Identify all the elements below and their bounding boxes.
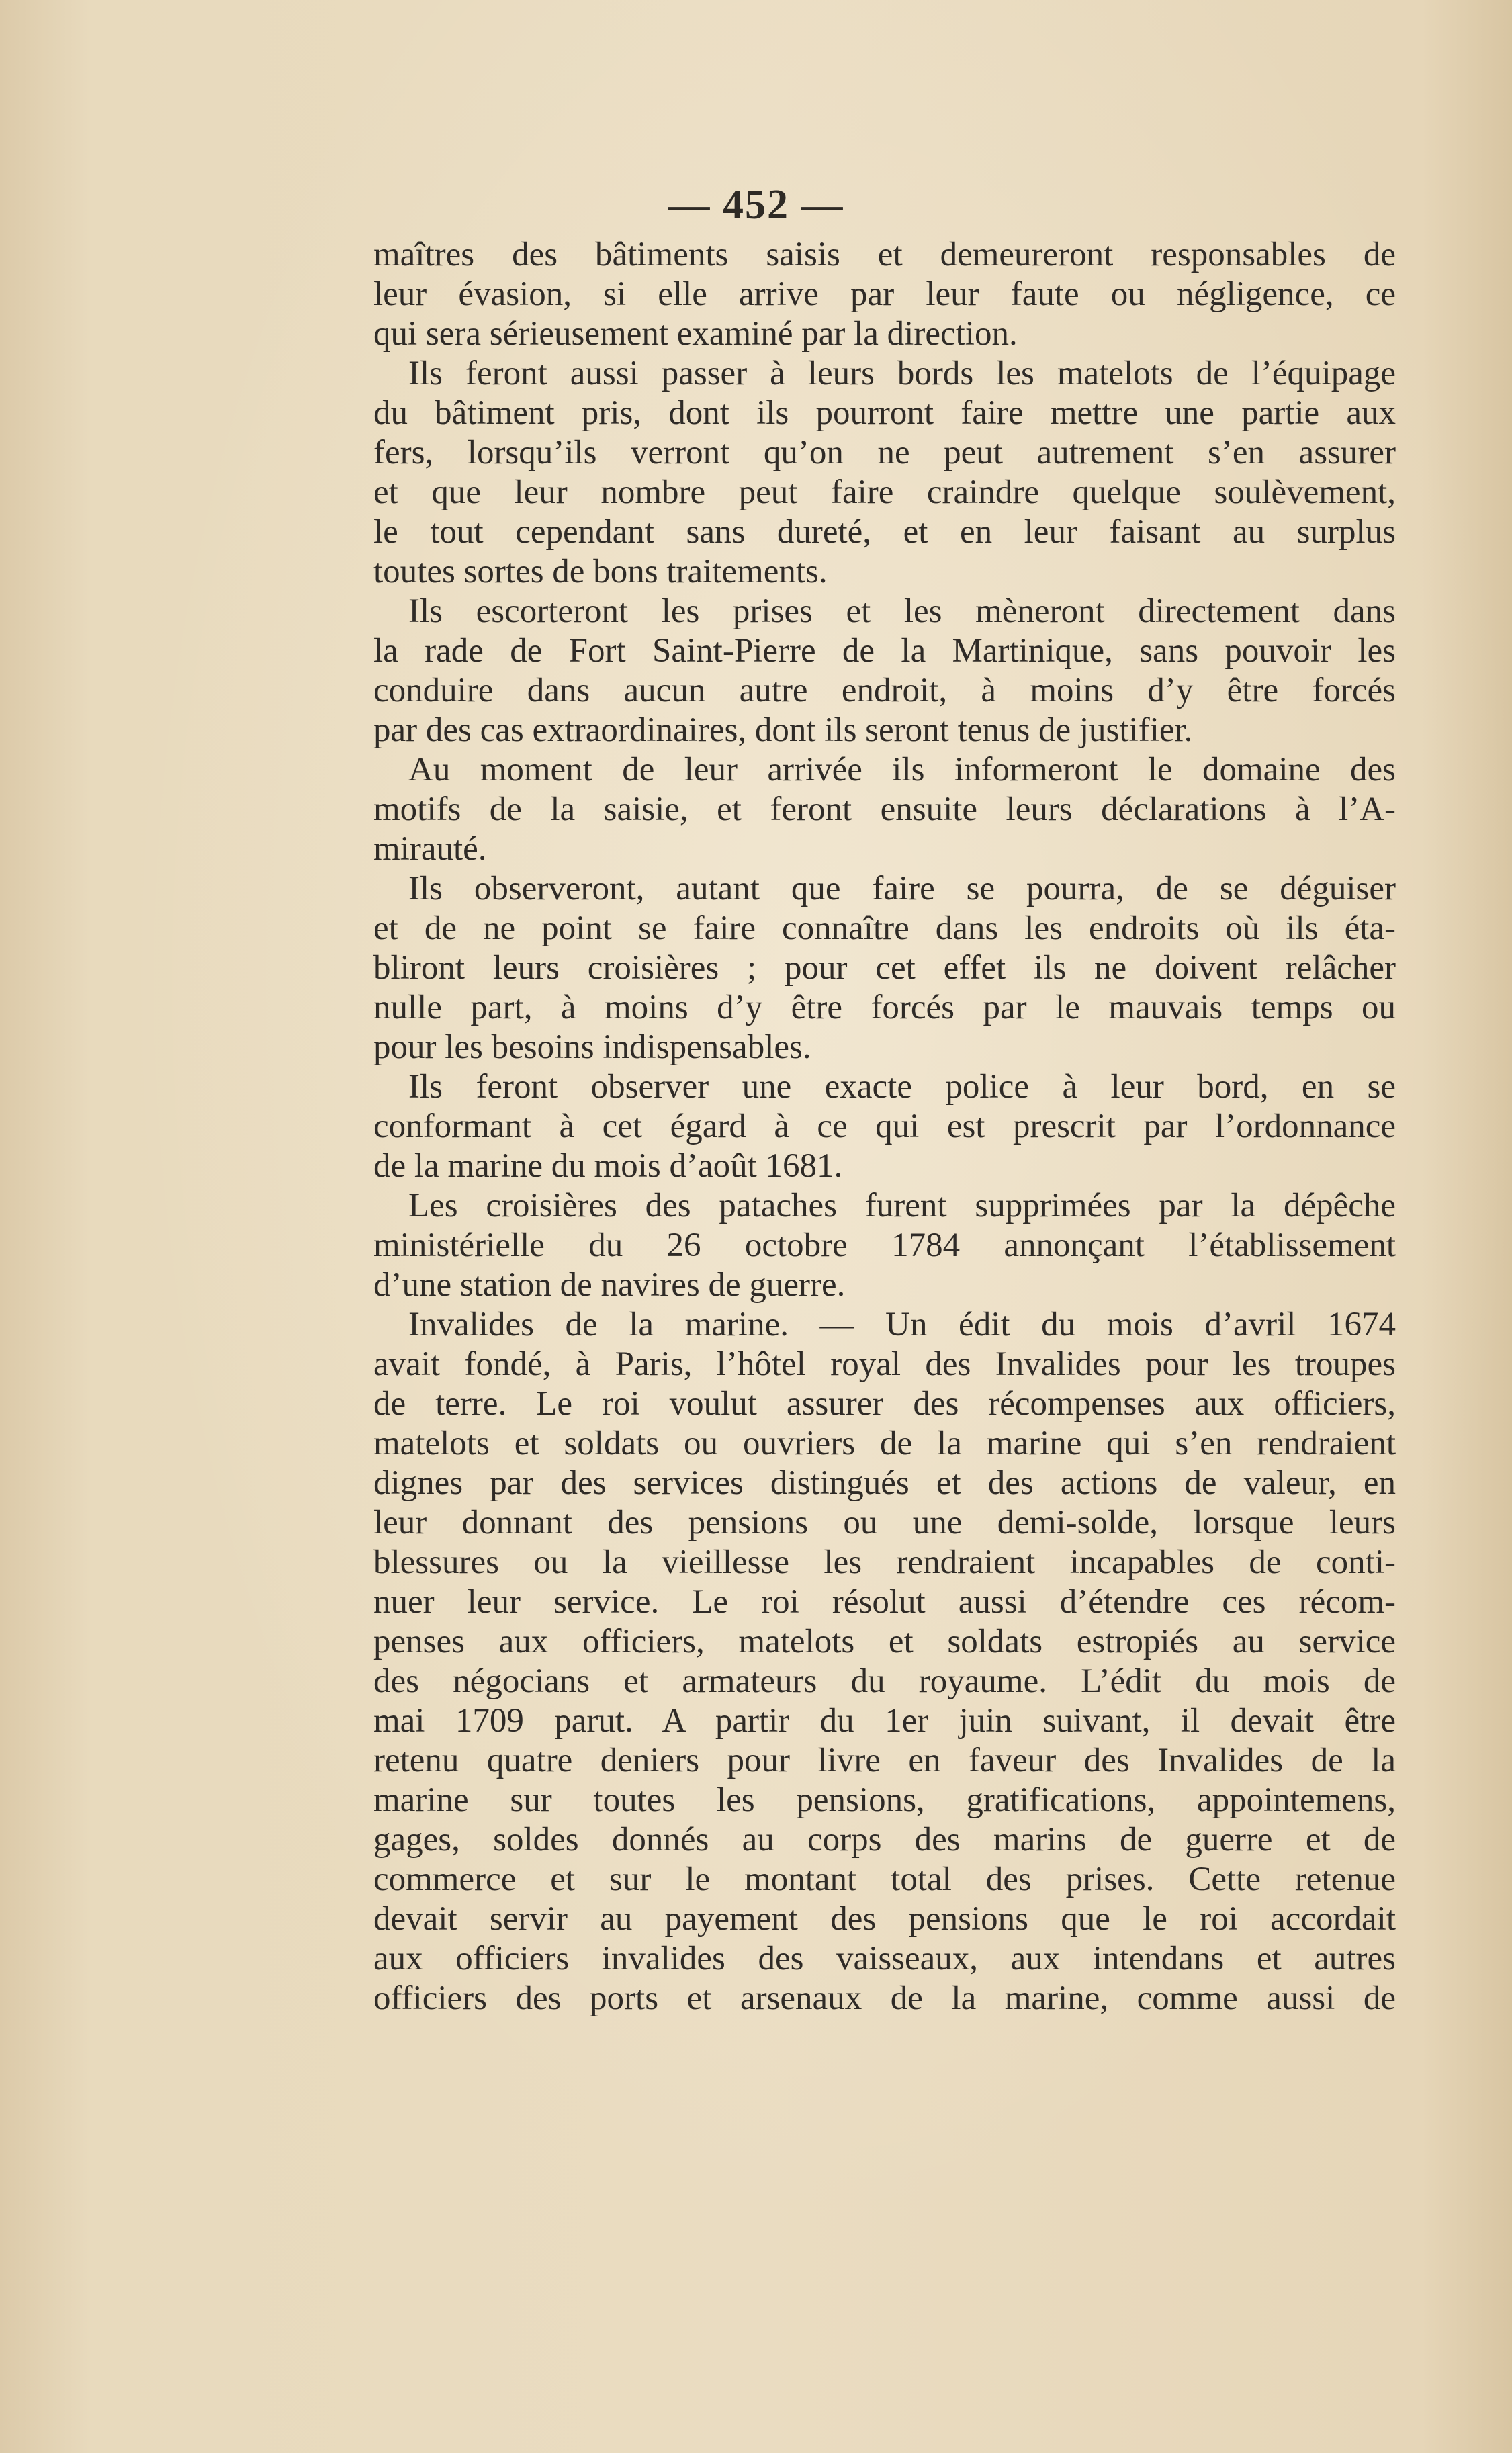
text-line: et de ne point se faire connaître dans les endroits où ils éta- [373,909,1396,947]
text-line: aux officiers invalides des vaisseaux, aux intendans et autres [373,1940,1396,1977]
text-line: mirauté. [373,830,487,868]
text-line: la rade de Fort Saint-Pierre de la Martinique, sans pouvoir les [373,632,1396,670]
text-line: conduire dans aucun autre endroit, à moins d’y être forcés [373,672,1396,709]
text-line: Ils feront aussi passer à leurs bords les matelots de l’équipage [408,355,1396,392]
page-text [373,235,1396,2018]
text-line: d’une station de navires de guerre. [373,1266,846,1304]
text-line: Invalides de la marine. — Un édit du mois d’avril 1674 [408,1306,1396,1343]
page-number: — 452 — [668,182,844,228]
text-line: blessures ou la vieillesse les rendraient incapables de conti- [373,1544,1396,1581]
text-line: matelots et soldats ou ouvriers de la marine qui s’en rendraient [373,1425,1396,1462]
text-line: le tout cependant sans dureté, et en leur faisant au surplus [373,513,1396,551]
text-line: devait servir au payement des pensions que le roi accordait [373,1900,1396,1938]
text-line: leur donnant des pensions ou une demi-solde, lorsque leurs [373,1504,1396,1542]
text-line: du bâtiment pris, dont ils pourront faire mettre une partie aux [373,394,1396,432]
text-line: Les croisières des pataches furent supprimées par la dépêche [408,1187,1396,1224]
text-line: leur évasion, si elle arrive par leur faute ou négligence, ce [373,275,1396,313]
text-line: officiers des ports et arsenaux de la marine, comme aussi de [373,1979,1396,2017]
text-line: motifs de la saisie, et feront ensuite leurs déclarations à l’A- [373,791,1396,828]
text-line: Ils escorteront les prises et les mèneront directement dans [408,592,1396,630]
text-line: conformant à cet égard à ce qui est prescrit par l’ordonnance [373,1108,1396,1145]
text-line: des négocians et armateurs du royaume. L’édit du mois de [373,1662,1396,1700]
text-line: mai 1709 parut. A partir du 1er juin suivant, il devait être [373,1702,1396,1740]
text-line: qui sera sérieusement examiné par la direction. [373,315,1018,353]
text-line: Ils observeront, autant que faire se pourra, de se déguiser [408,870,1396,907]
text-line: fers, lorsqu’ils verront qu’on ne peut autrement s’en assurer [373,434,1396,472]
text-line: de la marine du mois d’août 1681. [373,1147,843,1185]
text-line: de terre. Le roi voulut assurer des récompenses aux officiers, [373,1385,1396,1423]
text-line: nulle part, à moins d’y être forcés par le mauvais temps ou [373,989,1396,1026]
text-line: marine sur toutes les pensions, gratifications, appointemens, [373,1781,1396,1819]
text-line: Au moment de leur arrivée ils informeront le domaine des [408,751,1396,789]
text-line: retenu quatre deniers pour livre en faveur des Invalides de la [373,1742,1396,1779]
text-line: Ils feront observer une exacte police à leur bord, en se [408,1068,1396,1106]
text-line: commerce et sur le montant total des prises. Cette retenue [373,1861,1396,1898]
text-line: avait fondé, à Paris, l’hôtel royal des Invalides pour les troupes [373,1345,1396,1383]
text-line: par des cas extraordinaires, dont ils seront tenus de justifier. [373,711,1193,749]
text-line: bliront leurs croisières ; pour cet effet ils ne doivent relâcher [373,949,1396,987]
text-line: et que leur nombre peut faire craindre quelque soulèvement, [373,474,1396,511]
text-line: maîtres des bâtiments saisis et demeureront responsables de [373,236,1396,273]
text-line: gages, soldes donnés au corps des marins de guerre et de [373,1821,1396,1859]
text-line: dignes par des services distingués et des actions de valeur, en [373,1464,1396,1502]
text-line: toutes sortes de bons traitements. [373,553,828,590]
text-line: pour les besoins indispensables. [373,1028,811,1066]
text-line: ministérielle du 26 octobre 1784 annonçant l’établissement [373,1226,1396,1264]
text-line: nuer leur service. Le roi résolut aussi d’étendre ces récom- [373,1583,1396,1621]
text-line: penses aux officiers, matelots et soldats estropiés au service [373,1623,1396,1660]
